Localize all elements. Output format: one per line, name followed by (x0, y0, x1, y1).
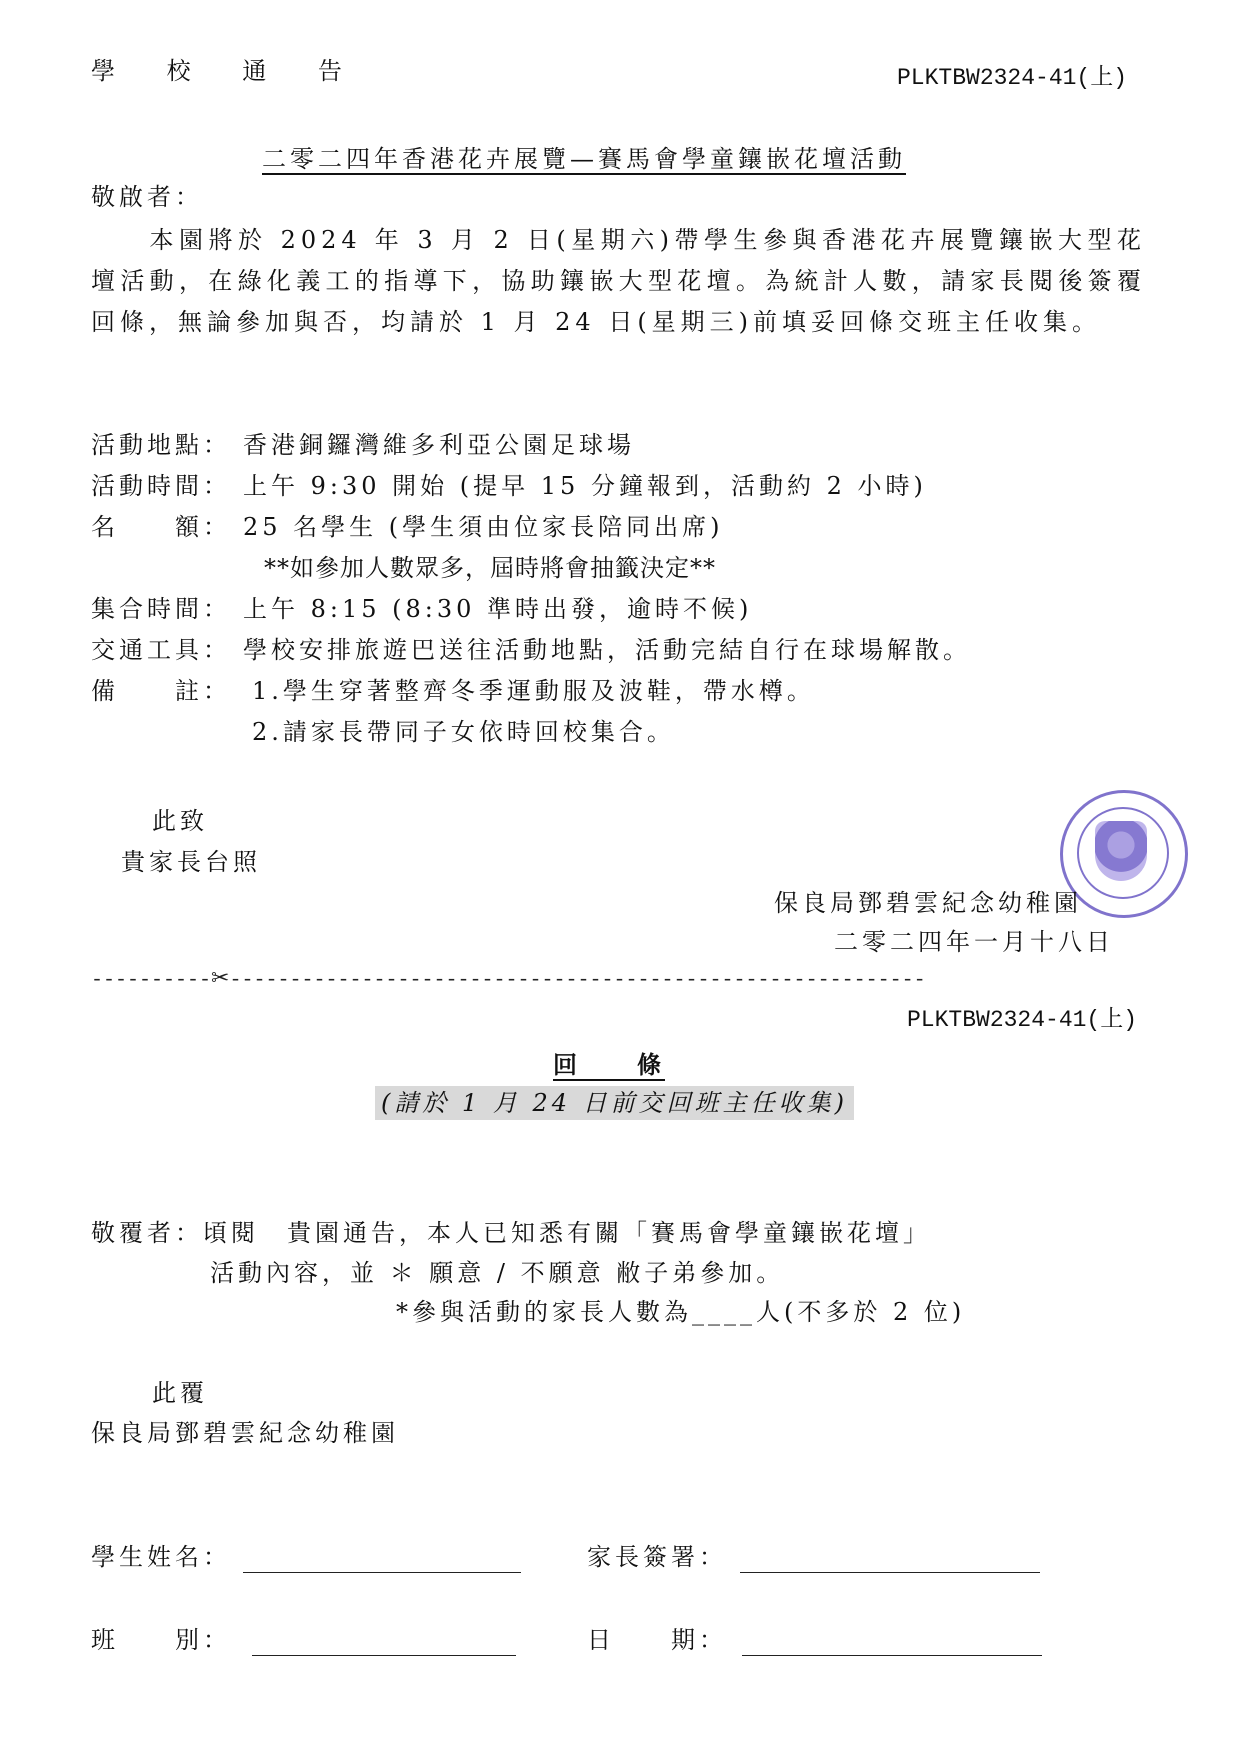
reply-school-name: 保良局鄧碧雲紀念幼稚園 (91, 1419, 399, 1447)
detail-value: 香港銅鑼灣維多利亞公園足球場 (243, 431, 635, 459)
reply-closing: 此覆 (152, 1379, 208, 1407)
detail-value: 學校安排旅遊巴送往活動地點，活動完結自行在球場解散。 (243, 636, 971, 664)
parent-signature-field[interactable] (740, 1572, 1040, 1573)
detail-label: 活動地點： (91, 431, 231, 459)
detail-value: **如參加人數眾多，屆時將會抽籤決定** (264, 554, 716, 582)
reply-reference: PLKTBW2324-41(上) (907, 1007, 1138, 1033)
class-label: 班 別： (91, 1626, 231, 1654)
scissors-icon: ✂ (211, 966, 230, 991)
cut-line: ----------✂---------------------------------------------------------- (91, 966, 926, 992)
notice-title: 二零二四年香港花卉展覽—賽馬會學童鑲嵌花壇活動 (262, 145, 906, 173)
detail-label: 集合時間： (91, 595, 231, 623)
detail-label: 備 註： (91, 677, 231, 705)
detail-value: 1.學生穿著整齊冬季運動服及波鞋，帶水樽。 (252, 677, 815, 705)
detail-value: 2.請家長帶同子女依時回校集合。 (252, 718, 675, 746)
salutation: 敬啟者： (91, 183, 203, 211)
detail-label: 交通工具： (91, 636, 231, 664)
signatory: 保良局鄧碧雲紀念幼稚園 (774, 889, 1082, 917)
student-name-field[interactable] (243, 1572, 521, 1573)
detail-value: 25 名學生 (學生須由位家長陪同出席) (243, 513, 724, 541)
student-name-label: 學生姓名： (91, 1543, 231, 1571)
reply-line-3: *參與活動的家長人數為____人(不多於 2 位) (396, 1298, 966, 1326)
reply-title: 回 條 (553, 1050, 665, 1079)
notice-type-label: 學 校 通 告 (91, 57, 364, 85)
parent-signature-label: 家長簽署： (587, 1543, 727, 1571)
class-field[interactable] (252, 1655, 516, 1656)
notice-date: 二零二四年一月十八日 (834, 928, 1114, 956)
closing-recipient: 貴家長台照 (121, 848, 261, 876)
detail-label: 活動時間： (91, 472, 231, 500)
notice-reference: PLKTBW2324-41(上) (897, 65, 1128, 91)
date-label: 日 期： (587, 1626, 727, 1654)
date-field[interactable] (742, 1655, 1042, 1656)
detail-label: 名 額： (91, 513, 231, 541)
notice-body: 本園將於 2024 年 3 月 2 日(星期六)帶學生參與香港花卉展覽鑲嵌大型花壇活動，在綠化義工的指導下，協助鑲嵌大型花壇。為統計人數，請家長閱後簽覆回條，無論參加與否，均請於 1 月 24 日(星期三)前填妥回條交班主任收集。 (91, 226, 1146, 336)
detail-value: 上午 8:15 (8:30 準時出發，逾時不候) (243, 595, 753, 623)
reply-line-2: 活動內容，並 ＊ 願意 / 不願意 敝子弟參加。 (210, 1259, 785, 1287)
detail-value: 上午 9:30 開始 (提早 15 分鐘報到，活動約 2 小時) (243, 472, 927, 500)
reply-subtitle: (請於 1 月 24 日前交回班主任收集) (375, 1086, 854, 1120)
closing-regards: 此致 (152, 807, 208, 835)
reply-line-1: 敬覆者：頃閱 貴園通告，本人已知悉有關「賽馬會學童鑲嵌花壇」 (91, 1219, 931, 1247)
